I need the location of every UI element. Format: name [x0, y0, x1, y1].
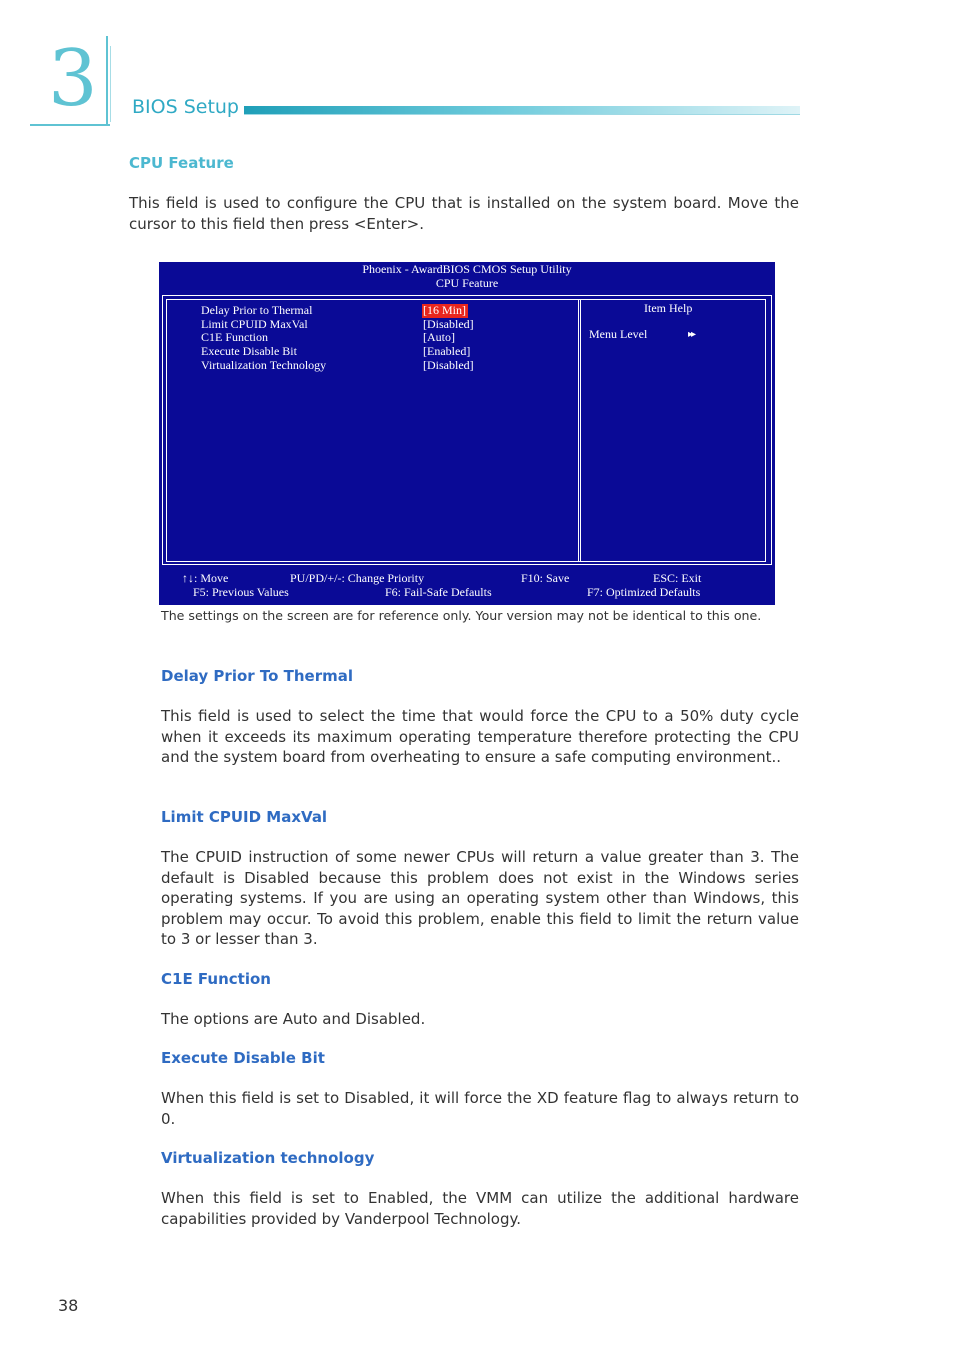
bios-item-value[interactable]: [Disabled]	[423, 317, 474, 331]
chapter-divider-inner	[110, 46, 111, 122]
double-arrow-right-icon: ▸▸	[688, 329, 695, 340]
bios-page-title: CPU Feature	[435, 275, 499, 290]
bios-item-c1e-function[interactable]	[201, 331, 561, 345]
bios-screenshot	[159, 262, 775, 605]
paragraph-execute-disable-bit: When this field is set to Disabled, it will force the XD feature flag to always return to 0.	[161, 1089, 799, 1128]
bios-title	[159, 263, 775, 290]
header-bar-line	[244, 114, 800, 115]
paragraph-limit-cpuid: The CPUID instruction of some newer CPUs will return a value greater than 3. The default is Disabled because this problem does not exist in the Windows series operating systems. If you are using an operating system other than Windows, this problem may occur. To avoid this problem, enable this field to limit the return value to 3 or lesser than 3.	[161, 848, 799, 948]
bios-item-value[interactable]: [Enabled]	[423, 344, 471, 358]
bios-panel-divider-2	[580, 299, 581, 561]
bios-item-label: C1E Function	[201, 330, 269, 344]
chapter-number: 3	[48, 34, 98, 124]
footer-change-priority: PU/PD/+/-: Change Priority	[290, 571, 425, 585]
footer-previous-values: F5: Previous Values	[193, 585, 289, 599]
bios-item-execute-disable[interactable]	[201, 345, 561, 359]
page-number: 38	[58, 1296, 79, 1315]
bios-panel-divider	[578, 299, 579, 561]
heading-virtualization: Virtualization technology	[161, 1149, 375, 1167]
paragraph-c1e-function: The options are Auto and Disabled.	[161, 1010, 426, 1028]
chapter-underline	[30, 124, 110, 126]
footer-save: F10: Save	[521, 571, 570, 585]
footer-move: ↑↓: Move	[182, 571, 229, 585]
footer-exit: ESC: Exit	[653, 571, 702, 585]
heading-limit-cpuid: Limit CPUID MaxVal	[161, 808, 328, 826]
bios-item-label: Limit CPUID MaxVal	[201, 317, 308, 331]
bios-item-label: Execute Disable Bit	[201, 344, 297, 358]
bios-utility-title: Phoenix - AwardBIOS CMOS Setup Utility	[362, 262, 572, 276]
heading-cpu-feature: CPU Feature	[129, 154, 234, 172]
bios-item-value[interactable]: [Disabled]	[423, 358, 474, 372]
heading-execute-disable-bit: Execute Disable Bit	[161, 1049, 325, 1067]
bios-item-value[interactable]: [Auto]	[423, 330, 455, 344]
item-help-title: Item Help	[644, 301, 693, 315]
paragraph-virtualization: When this field is set to Enabled, the VMM can utilize the additional hardware capabilities provided by Vanderpool Technology.	[161, 1189, 799, 1228]
footer-fail-safe: F6: Fail-Safe Defaults	[385, 585, 492, 599]
menu-level-label: Menu Level	[589, 327, 648, 341]
intro-paragraph: This field is used to configure the CPU that is installed on the system board. Move the cursor to this field then press <Enter>.	[129, 194, 799, 233]
bios-item-label: Virtualization Technology	[201, 358, 327, 372]
bios-item-virtualization[interactable]	[201, 359, 561, 373]
heading-delay-prior-thermal: Delay Prior To Thermal	[161, 667, 354, 685]
chapter-divider	[106, 36, 108, 126]
bios-item-value-selected[interactable]: [16 Min]	[423, 303, 466, 317]
footer-optimized: F7: Optimized Defaults	[587, 585, 701, 599]
heading-c1e-function: C1E Function	[161, 970, 271, 988]
bios-item-delay-prior-thermal[interactable]	[201, 304, 561, 318]
screenshot-caption: The settings on the screen are for reference only. Your version may not be identical to this one.	[161, 608, 762, 623]
paragraph-delay-prior-thermal: This field is used to select the time that would force the CPU to a 50% duty cycle when it exceeds its maximum operating temperature therefore protecting the CPU and the system board from overheating to ensure a safe computing environment..	[161, 707, 799, 766]
section-title: BIOS Setup	[132, 96, 239, 118]
bios-item-label: Delay Prior to Thermal	[201, 303, 313, 317]
